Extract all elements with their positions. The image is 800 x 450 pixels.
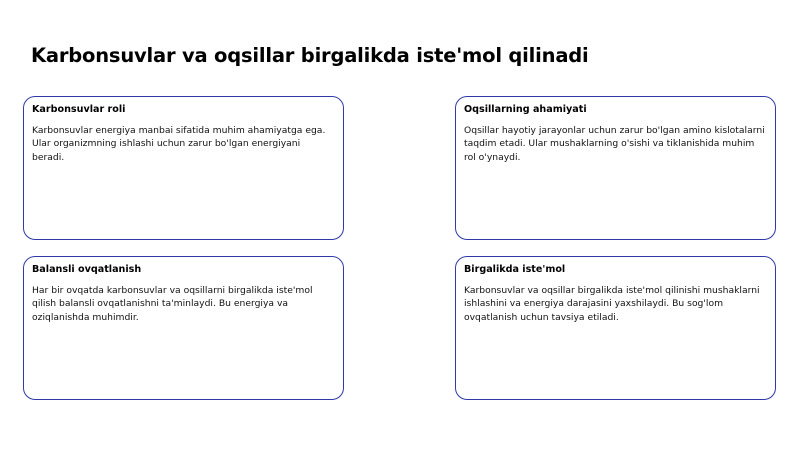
card-body: Karbonsuvlar va oqsillar birgalikda iste'mol qilinishi mushaklarni ishlashini va energiya darajasini yaxshilaydi. Bu sog'lom ovqatlanish uchun tavsiya etiladi. bbox=[464, 285, 760, 323]
card-body: Har bir ovqatda karbonsuvlar va oqsillarni birgalikda iste'mol qilish balansli ovqatlanishni ta'minlaydi. Bu energiya va oziqlanishda muhimdir. bbox=[32, 285, 313, 323]
slide-title: Karbonsuvlar va oqsillar birgalikda iste'mol qilinadi bbox=[31, 44, 589, 67]
card-title: Oqsillarning ahamiyati bbox=[464, 104, 587, 115]
card-balanced-nutrition bbox=[23, 256, 344, 400]
card-title: Balansli ovqatlanish bbox=[32, 264, 142, 275]
card-body: Oqsillar hayotiy jarayonlar uchun zarur bo'lgan amino kislotalarni taqdim etadi. Ular mushaklarning o'sishi va tiklanishida muhim rol o'ynaydi. bbox=[464, 125, 765, 163]
card-proteins-importance bbox=[455, 96, 776, 240]
card-carbohydrates-role bbox=[23, 96, 344, 240]
card-title: Birgalikda iste'mol bbox=[464, 264, 566, 275]
card-title: Karbonsuvlar roli bbox=[32, 104, 126, 115]
card-combined-consumption bbox=[455, 256, 776, 400]
card-body: Karbonsuvlar energiya manbai sifatida muhim ahamiyatga ega. Ular organizmning ishlashi uchun zarur bo'lgan energiyani beradi. bbox=[32, 125, 326, 163]
